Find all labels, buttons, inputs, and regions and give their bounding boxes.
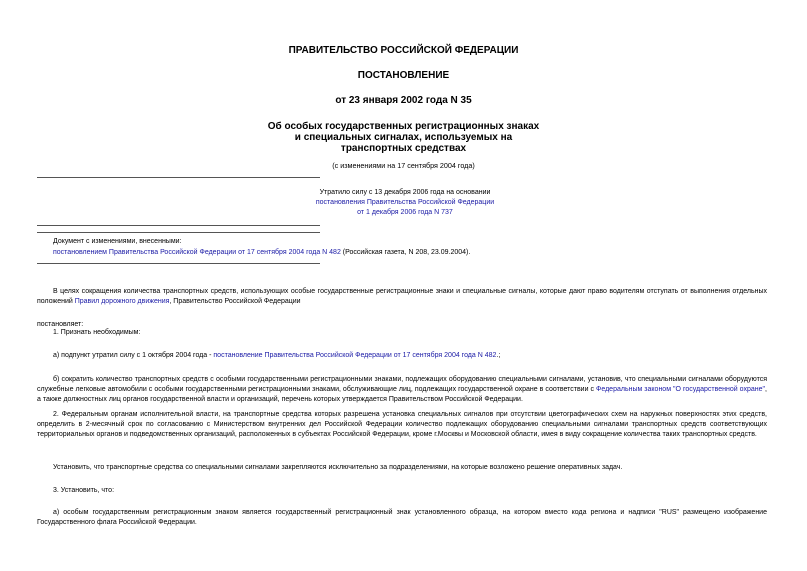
document-date-number: от 23 января 2002 года N 35 [335,95,472,106]
divider [37,177,320,178]
government-title: ПРАВИТЕЛЬСТВО РОССИЙСКОЙ ФЕДЕРАЦИИ [288,45,519,56]
changes-label: Документ с изменениями, внесенными: [53,238,182,245]
clause-2: 2. Федеральным органам исполнительной власти, на транспортные средства которых разрешена установка специальных сигналов при отсутствии цветографических схем на наружных поверхностях этих средств, определить в 2-месячный срок по согласованию с Министерством внутренних дел Российской Федерации количество подлежащих оборудованию специальными сигналами транспортных средств соответствующих территориальных органов и подведомственных организаций, расположенных в субъектах Российской Федерации, кроме г.Москвы и Московской области, имея в виду сокращение количества таких транспортных средств. [37,411,767,438]
subject-line: и специальных сигналах, используемых на [294,132,513,143]
lost-force-link-date[interactable]: от 1 декабря 2006 года N 737 [357,209,453,216]
changes-line [53,247,553,258]
preamble-text-end: , Правительство Российской Федерации [169,298,301,305]
divider [37,263,320,264]
establish-paragraph: Установить, что транспортные средства со специальными сигналами закрепляются исключительно за подразделениями, на которые возложено решение оперативных задач. [53,464,623,471]
divider [37,232,320,233]
clause-1b [37,375,767,405]
preamble-paragraph [37,287,767,307]
clause-1a-end: .; [496,352,501,359]
document-subject [0,121,807,154]
subject-line: транспортных средствах [340,143,467,154]
traffic-rules-link[interactable]: Правил дорожного движения [74,298,170,305]
clause-1b-text-end: , а также должностных лиц органов государственной власти и организаций, перечень которых утверждается Правительством Российской Федерации. [37,386,767,403]
subject-line: Об особых государственных регистрационных знаках [267,121,540,132]
lost-force-note [300,188,510,218]
changes-source: (Российская газета, N 208, 23.09.2004). [340,249,471,256]
divider [37,225,320,226]
clause-1a-text: а) подпункт утратил силу с 1 октября 2004 года - [53,352,214,359]
preamble-text: В целях сокращения количества транспортных средств, использующих особые государственные регистрационные знаки и специальные сигналы, которые дают право водителям отступать от выполнения отдельных положений [37,288,767,305]
clause-1: 1. Признать необходимым: [53,329,141,336]
document-type: ПОСТАНОВЛЕНИЕ [357,70,450,81]
lost-force-text: Утратило силу с 13 декабря 2006 года на основании [319,189,491,196]
security-law-link[interactable]: Федеральным законом "О государственной охране" [596,386,766,393]
clause-1a-link[interactable]: постановление Правительства Российской Федерации от 17 сентября 2004 года N 482 [213,352,497,359]
clause-3a: а) особым государственным регистрационным знаком является государственный регистрационный знак установленного образца, на котором вместо кода региона и надписи "RUS" размещено изображение Государственного флага Российской Федерации. [37,509,767,526]
amendment-note: (с изменениями на 17 сентября 2004 года) [332,161,475,170]
changes-link[interactable]: постановлением Правительства Российской Федерации от 17 сентября 2004 года N 482 [53,249,341,256]
clause-1a [37,351,767,361]
clause-1b-text: б) сократить количество транспортных средств с особыми государственными регистрационными знаками, подлежащих оборудованию специальными сигналами, установив, что специальными сигналами оборудуются служебные легковые автомобили с особыми государственными регистрационными знаками, обслуживающие лиц, подлежащих государственной охране в соответствии с [37,376,767,393]
changes-block [53,236,553,258]
clause-3: 3. Установить, что: [53,487,115,494]
decrees-word: постановляет: [37,321,84,328]
lost-force-link[interactable]: постановления Правительства Российской Федерации [315,199,495,206]
